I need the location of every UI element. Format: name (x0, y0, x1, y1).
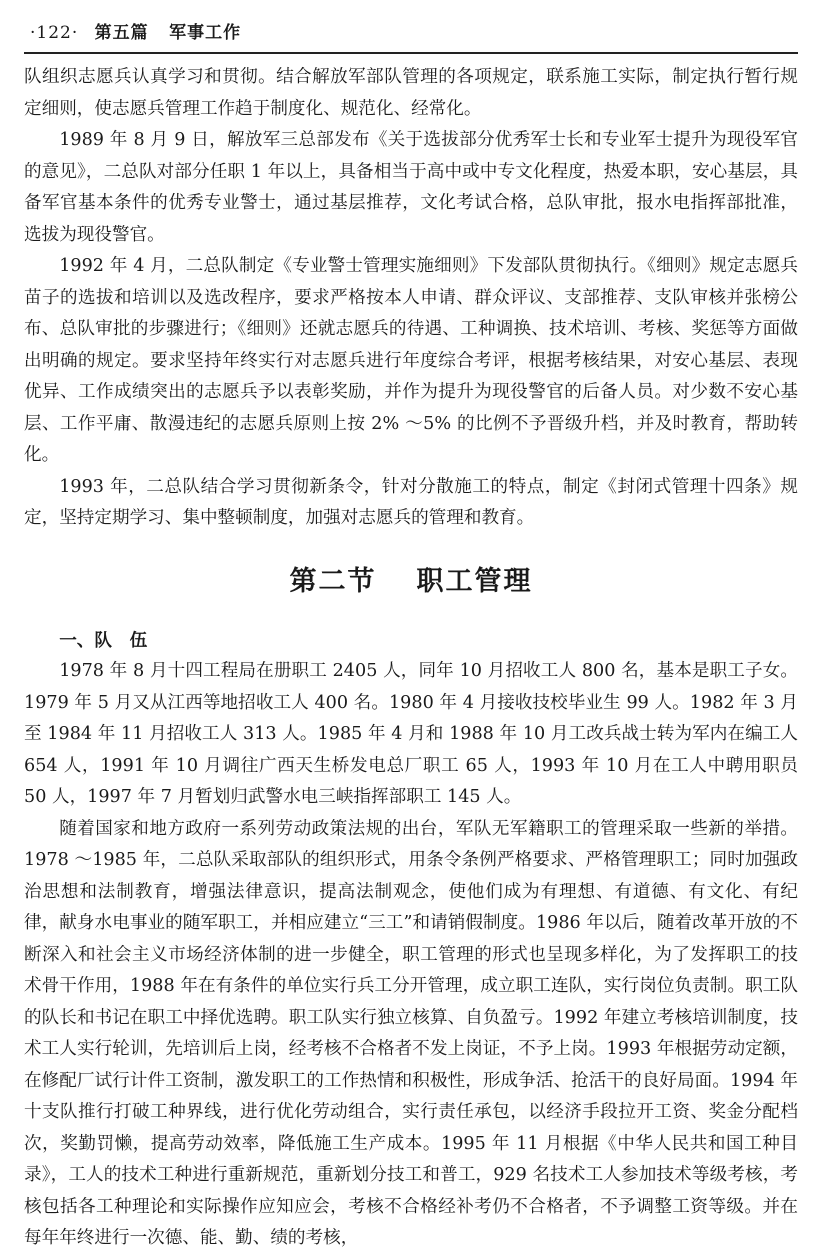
paragraph: 1992 年 4 月，二总队制定《专业警士管理实施细则》下发部队贯彻执行。《细则》规定志愿兵苗子的选拔和培训以及选改程序，要求严格按本人申请、群众评议、支部推荐、支队审核并张榜公布、总队审批的步骤进行；《细则》还就志愿兵的待遇、工种调换、技术培训、考核、奖惩等方面做出明确的规定。要求坚持年终实行对志愿兵进行年度综合考评，根据考核结果，对安心基层、表现优异、工作成绩突出的志愿兵予以表彰奖励，并作为提升为现役警官的后备人员。对少数不安心基层、工作平庸、散漫违纪的志愿兵原则上按 2% ～5% 的比例不予晋级升档，并及时教育，帮助转化。 (24, 256, 798, 465)
paragraph: 队组织志愿兵认真学习和贯彻。结合解放军部队管理的各项规定，联系施工实际，制定执行暂行规定细则，使志愿兵管理工作趋于制度化、规范化、经常化。 (24, 67, 798, 119)
main-text (24, 62, 798, 1255)
part-title: 第五篇 (94, 23, 149, 43)
paragraph: 1993 年，二总队结合学习贯彻新条令，针对分散施工的特点，制定《封闭式管理十四条》规定，坚持定期学习、集中整顿制度，加强对志愿兵的管理和教育。 (24, 476, 798, 528)
subsection-heading: 一、队 伍 (59, 629, 148, 651)
book-page (24, 0, 798, 1248)
paragraph: 1978 年 8 月十四工程局在册职工 2405 人，同年 10 月招收工人 800 名，基本是职工子女。1979 年 5 月又从江西等地招收工人 400 名。1980 年 4 月接收技校毕业生 99 人。1982 年 3 月至 1984 年 11 月招收工人 313 人。1985 年 4 月和 1988 年 10 月工改兵战士转为军内在编工人 654 人，1991 年 10 月调往广西天生桥发电总厂职工 65 人，1993 年 10 月在工人中聘用职员 50 人，1997 年 7 月暂划归武警水电三峡指挥部职工 145 人。 (24, 661, 798, 807)
section-heading (24, 535, 798, 625)
section-title: 职工管理 (416, 565, 533, 597)
section-number: 第二节 (289, 565, 377, 597)
chapter-title: 军事工作 (169, 23, 242, 43)
paragraph: 1989 年 8 月 9 日，解放军三总部发布《关于选拔部分优秀军士长和专业军士提升为现役军官的意见》，二总队对部分任职 1 年以上，具备相当于高中或中专文化程度，热爱本职，安心基层，具备军官基本条件的优秀专业警士，通过基层推荐，文化考试合格，总队审批，报水电指挥部批准，选拔为现役警官。 (24, 130, 798, 245)
page-number: ·122· (30, 23, 79, 43)
paragraph: 随着国家和地方政府一系列劳动政策法规的出台，军队无军籍职工的管理采取一些新的举措。1978 ～1985 年，二总队采取部队的组织形式，用条令条例严格要求、严格管理职工；同时加强政治思想和法制教育，增强法律意识，提高法制观念，使他们成为有理想、有道德、有文化、有纪律，献身水电事业的随军职工，并相应建立“三工”和请销假制度。1986 年以后，随着改革开放的不断深入和社会主义市场经济体制的进一步健全，职工管理的形式也呈现多样化，为了发挥职工的技术骨干作用，1988 年在有条件的单位实行兵工分开管理，成立职工连队，实行岗位负责制。职工队的队长和书记在职工中择优选聘。职工队实行独立核算、自负盈亏。1992 年建立考核培训制度，技术工人实行轮训，先培训后上岗，经考核不合格者不发上岗证，不予上岗。1993 年根据劳动定额，在修配厂试行计件工资制，激发职工的工作热情和积极性，形成争活、抢活干的良好局面。1994 年十支队推行打破工种界线，进行优化劳动组合，实行责任承包，以经济手段拉开工资、奖金分配档次，奖勤罚懒，提高劳动效率，降低施工生产成本。1995 年 11 月根据《中华人民共和国工种目录》，工人的技术工种进行重新规范，重新划分技工和普工，929 名技术工人参加技术等级考核，考核包括各工种理论和实际操作应知应会，考核不合格经补考仍不合格者，不予调整工资等级。并在每年年终进行一次德、能、勤、绩的考核， (24, 818, 798, 1248)
header-rule (24, 52, 798, 54)
running-header (30, 18, 241, 43)
